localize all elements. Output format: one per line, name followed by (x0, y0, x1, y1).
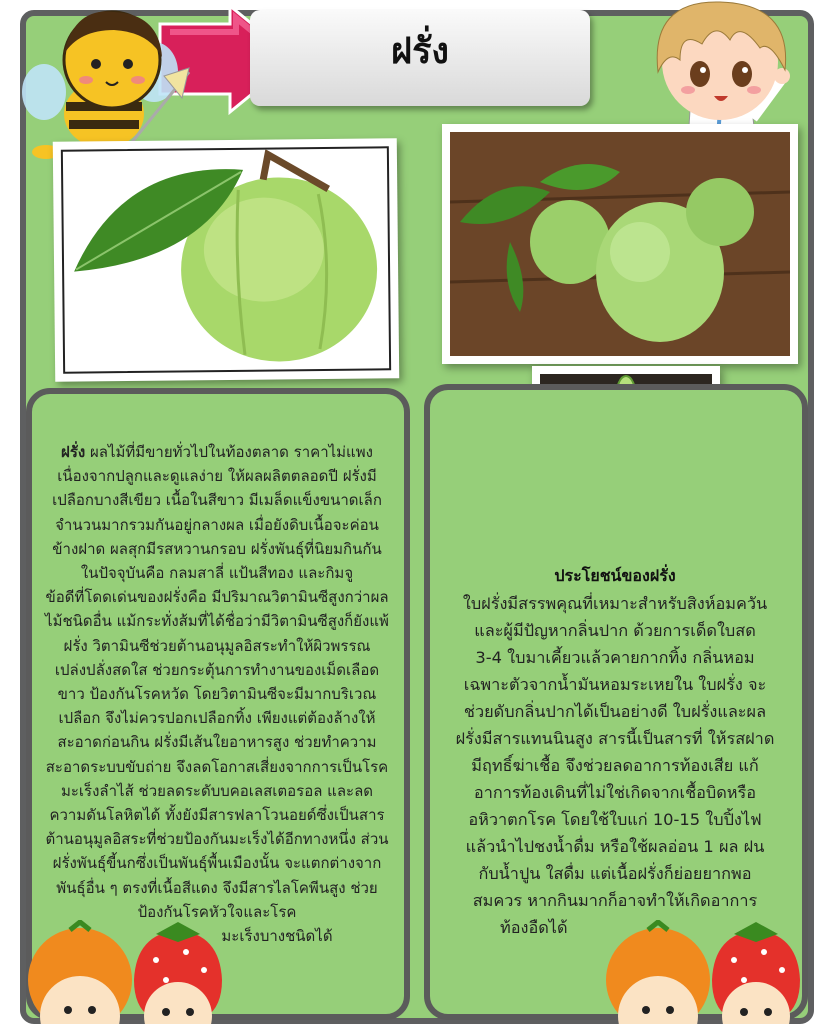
text-line: สะอาดก่อนกิน ฝรั่งมีเส้นใยอาหารสูง ช่วยทำความ (57, 733, 377, 752)
benefits-text (430, 590, 800, 941)
text-line: ข้อดีที่โดดเด่นของฝรั่งคือ มีปริมาณวิตามินซีสูงกว่าผล (45, 588, 389, 607)
text-line: พันธุ์อื่น ๆ ตรงที่เนื้อสีแดง จึงมีสารไลโคพีนสูง ช่วย (56, 878, 378, 897)
text-line: เปล่งปลั่งสดใส ช่วยกระตุ้นการทำงานของเม็ดเลือด (54, 660, 380, 679)
text-line: ใบฝรั่งมีสรรพคุณที่เหมาะสำหรับสิงห์อมควัน (462, 594, 768, 613)
intro-rest: ผลไม้ที่มีขายทั่วไปในท้องตลาด ราคาไม่แพง (85, 443, 373, 461)
text-line: อาการท้องเดินที่ไม่ใช่เกิดจากเชื้อบิดหรือ (473, 783, 757, 802)
text-line: สะอาดระบบขับถ่าย จึงลดโอกาสเสี่ยงจากการเป็นโรค (45, 757, 389, 776)
guava-photo-wood (442, 124, 798, 364)
intro-word: ฝรั่ง (61, 443, 86, 461)
text-line: ต้านอนุมูลอิสระที่ช่วยป้องกันมะเร็งได้อีกทางหนึ่ง ส่วน (45, 830, 389, 849)
text-line: จำนวนมากรวมกันอยู่กลางผล เมื่อยังดิบเนื้อจะค่อน (55, 515, 379, 534)
text-line: ฝรั่งมีสารแทนนินสูง สารนี้เป็นสารที่ ให้รสฝาด (455, 729, 775, 748)
text-line: ความดันโลหิตได้ ทั้งยังมีสารฟลาโวนอยด์ซึ่งเป็นสาร (49, 806, 385, 825)
text-line: มีฤทธิ์ฆ่าเชื้อ จึงช่วยลดอาการท้องเสีย แก้ (471, 756, 759, 775)
text-line: เปลือก จึงไม่ควรปอกเปลือกทิ้ง เพียงแต่ต้องล้างให้ (58, 709, 376, 728)
text-line: มะเร็งบางชนิดได้ (221, 927, 333, 946)
text-line: เนื่องจากปลูกและดูแลง่าย ให้ผลผลิตตลอดปี ฝรั่งมี (57, 467, 377, 486)
text-line: ไม้ชนิดอื่น แม้กระทั่งส้มที่ได้ชื่อว่ามีวิตามินซีสูงก็ยังแพ้ (45, 612, 389, 631)
text-line: สมควร หากกินมากก็อาจทำให้เกิดอาการ (472, 891, 758, 910)
text-line: อหิวาตกโรค โดยใช้ใบแก่ 10-15 ใบปิ้งไฟ (468, 810, 762, 829)
text-line: ป้องกันโรคหัวใจและโรค (137, 902, 297, 921)
benefits-title: ประโยชน์ของฝรั่ง (554, 566, 676, 585)
text-line: ฝรั่ง วิตามินซีช่วยต้านอนุมูลอิสระทำให้ผิวพรรณ (63, 636, 371, 655)
text-line: ในปัจจุบันคือ กลมสาลี่ แป้นสีทอง และกิมจู (80, 564, 354, 583)
text-line: กับน้ำปูน ใสดื่ม แต่เนื้อฝรั่งก็ย่อยยากพอ (478, 864, 752, 883)
text-line: ท้องอืดได้ (500, 918, 568, 937)
text-line: มะเร็งลำไส้ ช่วยลดระดับบคอเลสเตอรอล และลด (60, 781, 374, 800)
text-line: ฝรั่งพันธุ์ขี้นกซึ่งเป็นพันธุ์พื้นเมืองนั้น จะแตกต่างจาก (52, 854, 382, 873)
orange-strawberry-characters-right-icon (604, 920, 814, 1024)
text-line: และผู้มีปัญหากลิ่นปาก ด้วยการเด็ดใบสด (474, 621, 756, 640)
intro-line (30, 440, 404, 464)
description-text (30, 440, 404, 948)
text-line: 3-4 ใบมาเคี้ยวแล้วคายกากทิ้ง กลิ่นหอม (475, 648, 755, 667)
text-line: เปลือกบางสีเขียว เนื้อในสีขาว มีเมล็ดแข็งขนาดเล็ก (52, 491, 382, 510)
guava-photo-white (53, 138, 399, 382)
text-line: เฉพาะตัวจากน้ำมันหอมระเหยใน ใบฝรั่ง จะ (463, 675, 767, 694)
text-line: ช่วยดับกลิ่นปากได้เป็นอย่างดี ใบฝรั่งและผล (463, 702, 767, 721)
page-title: ฝรั่ง (390, 31, 449, 72)
text-line: แล้วนำไปชงน้ำดื่ม หรือใช้ผลอ่อน 1 ผล ฝน (465, 837, 765, 856)
text-line: ข้างฝาด ผลสุกมีรสหวานกรอบ ฝรั่งพันธุ์ที่นิยมกินกัน (52, 539, 382, 558)
orange-strawberry-characters-left-icon (26, 920, 236, 1024)
text-line: ขาว ป้องกันโรคหวัด โดยวิตามินซีจะมีมากบริเวณ (57, 685, 377, 704)
